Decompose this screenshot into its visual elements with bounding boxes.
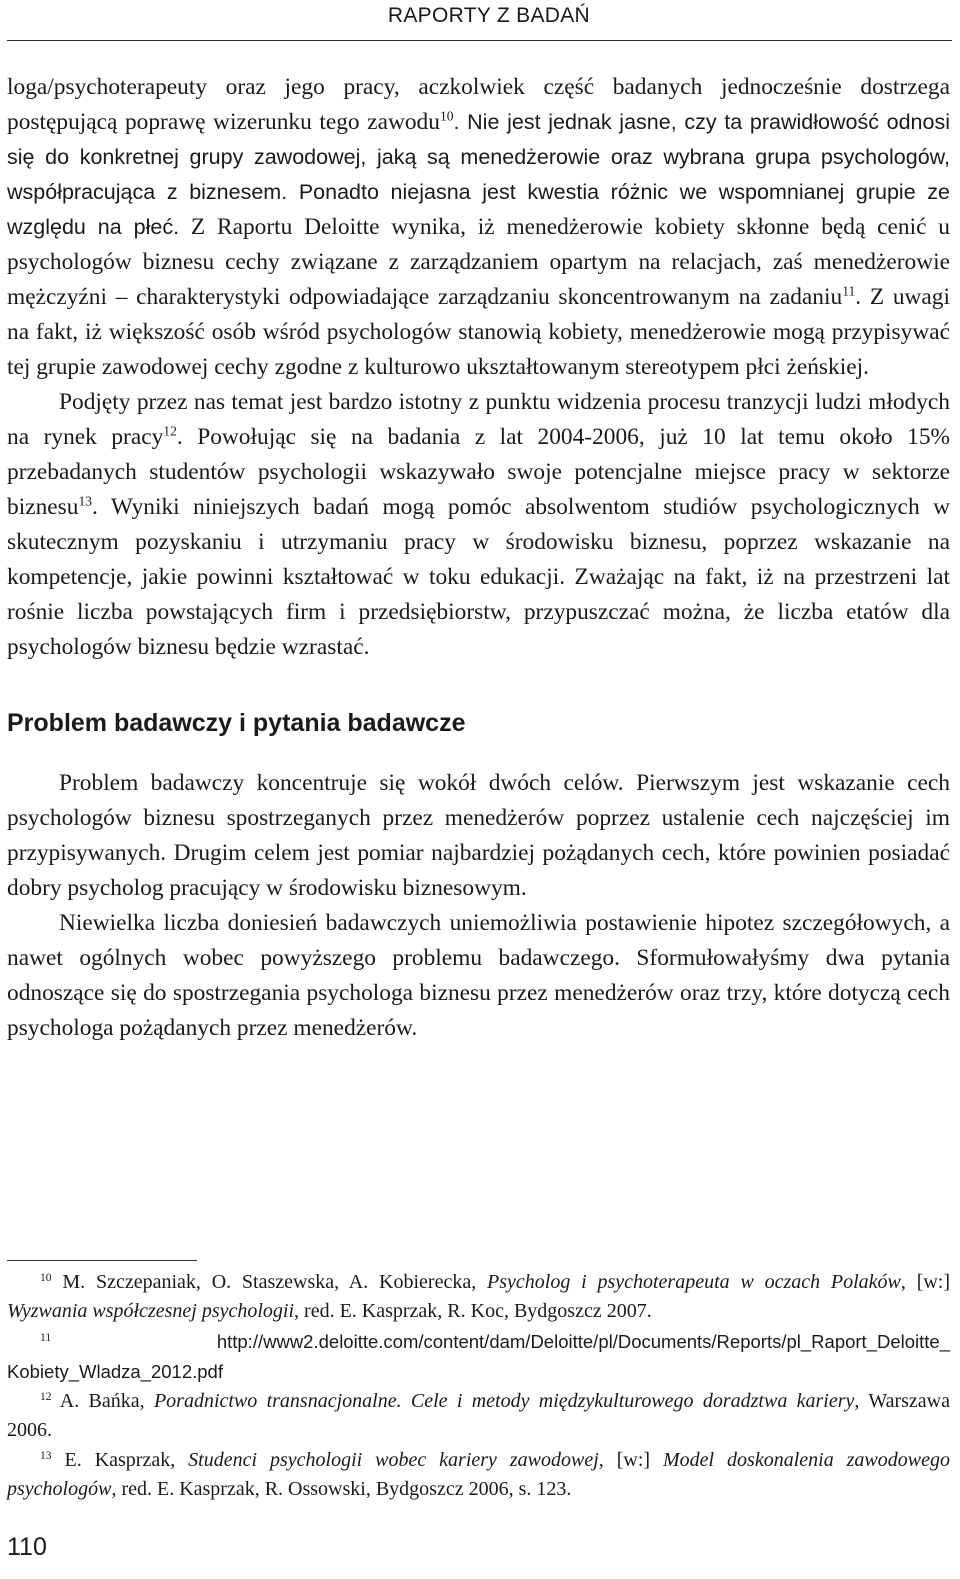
footnote-title: Model doskonalenia zawodowego psychologów (7, 1448, 950, 1501)
footnote-13 (7, 1446, 950, 1505)
paragraph-2-text-a: Podjęty przez nas temat jest bardzo istotny z punktu widzenia procesu tranzycji ludzi młodych na rynek pracy (7, 389, 950, 450)
footnote-number: 12 (40, 1390, 52, 1403)
footnote-url-link[interactable]: http://www2.deloitte.com/content/dam/Deloitte/pl/Documents/Reports/pl_Raport_Deloitte_ Kobiety_Wladza_2012.pdf (7, 1330, 950, 1382)
footnote-text: , Warszawa 2006. (7, 1390, 950, 1442)
footnote-number: 10 (40, 1270, 52, 1284)
footnote-number: 13 (40, 1448, 52, 1462)
footnote-title: Studenci psychologii wobec kariery zawodowej (188, 1448, 599, 1471)
footnote-text: , red. E. Kasprzak, R. Koc, Bydgoszcz 2007. (294, 1300, 652, 1323)
footnote-text: E. Kasprzak, (51, 1448, 189, 1471)
page-number: 110 (7, 1533, 47, 1561)
footnote-ref-13[interactable]: 13 (78, 493, 93, 509)
footnote-title: Wyzwania współczesnej psychologii (7, 1300, 295, 1323)
footnote-ref-11[interactable]: 11 (842, 283, 856, 299)
footnote-12 (7, 1387, 950, 1446)
paragraph-3: Problem badawczy koncentruje się wokół dwóch celów. Pierwszym jest wskazanie cech psychologów biznesu spostrzeganych przez menedżerów poprzez ustalenie cech najczęściej im przypisywanych. Drugim celem jest pomiar najbardziej pożądanych cech, które powinien posiadać dobry psycholog pracujący w środowisku biznesowym. (7, 770, 950, 901)
paragraph-4: Niewielka liczba doniesień badawczych uniemożliwia postawienie hipotez szczegółowych, a nawet ogólnych wobec powyższego problemu badawczego. Sformułowałyśmy dwa pytania odnoszące się do spostrzegania psychologa biznesu przez menedżerów oraz trzy, które dotyczą cech psychologa pożądanych przez menedżerów. (7, 910, 950, 1041)
footnote-text: A. Bańka, (51, 1390, 154, 1413)
footnote-text: M. Szczepaniak, O. Staszewska, A. Kobierecka, (51, 1271, 488, 1293)
footnote-10 (7, 1268, 950, 1327)
paragraph-2-text-c: . Wyniki niniejszych badań mogą pomóc absolwentom studiów psychologicznych w skutecznym pozyskaniu i utrzymaniu pracy w środowisku biznesu, poprzez wskazanie na kompetencje, jakie powinni kształtować w toku edukacji. Zważając na fakt, iż na przestrzeni lat rośnie liczba powstających firm i przedsiębiorstw, przypuszczać można, że liczba etatów dla psychologów biznesu będzie wzrastać. (7, 494, 950, 660)
footnote-11 (7, 1327, 950, 1388)
paragraph-1 (7, 70, 950, 385)
footnote-text: , [w:] (900, 1271, 951, 1293)
footnote-title: Psycholog i psychoterapeuta w oczach Polaków (487, 1271, 901, 1293)
paragraph-1-text-c: Z Raportu Deloitte wynika, iż menedżerowie kobiety skłonne będą cenić u psychologów biznesu cechy związane z zarządzaniem opartym na relacjach, zaś menedżerowie mężczyźni – charakterystyki odpowiadające zarządzaniu skoncentrowanym na zadaniu (7, 214, 950, 310)
footnote-ref-12[interactable]: 12 (163, 423, 177, 439)
footnote-number: 11 (40, 1330, 52, 1344)
footnote-title: Poradnictwo transnacjonalne. Cele i metody międzykulturowego doradztwa kariery (153, 1390, 855, 1413)
footnote-separator (7, 1260, 197, 1261)
paragraph-2-text-b: . Powołując się na badania z lat 2004-2006, już 10 lat temu około 15% przebadanych studentów psychologii wskazywało swoje potencjalne miejsce pracy w sektorze biznesu (7, 424, 951, 520)
body-text (7, 70, 950, 1046)
footnotes (7, 1268, 950, 1504)
running-header: RAPORTY Z BADAŃ (387, 4, 590, 27)
section-heading: Problem badawczy i pytania badawcze (7, 709, 466, 737)
paragraph-1-text-a: loga/psychoterapeuty oraz jego pracy, aczkolwiek część badanych jednocześnie dostrzega postępującą poprawę wizerunku tego zawodu (7, 74, 950, 135)
paragraph-2 (7, 385, 950, 665)
header-rule (7, 40, 952, 41)
paragraph-1-text-d: . Z uwagi na fakt, iż większość osób wśród psychologów stanowią kobiety, menedżerowie mogą przypisywać tej grupie zawodowej cechy zgodne z kulturowo ukształtowanym stereotypem płci żeńskiej. (7, 284, 950, 380)
footnote-text: , red. E. Kasprzak, R. Ossowski, Bydgoszcz 2006, s. 123. (111, 1478, 572, 1501)
footnote-text: , [w:] (598, 1448, 663, 1471)
paragraph-1-text-b: . Nie jest jednak jasne, czy ta prawidłowość odnosi się do konkretnej grupy zawodowej, jaką są menedżerowie oraz wybrana grupa psychologów, współpracująca z biznesem. Ponadto niejasna jest kwestia różnic we wspomnianej grupie ze względu na płeć. (7, 110, 951, 239)
footnote-ref-10[interactable]: 10 (439, 108, 454, 124)
